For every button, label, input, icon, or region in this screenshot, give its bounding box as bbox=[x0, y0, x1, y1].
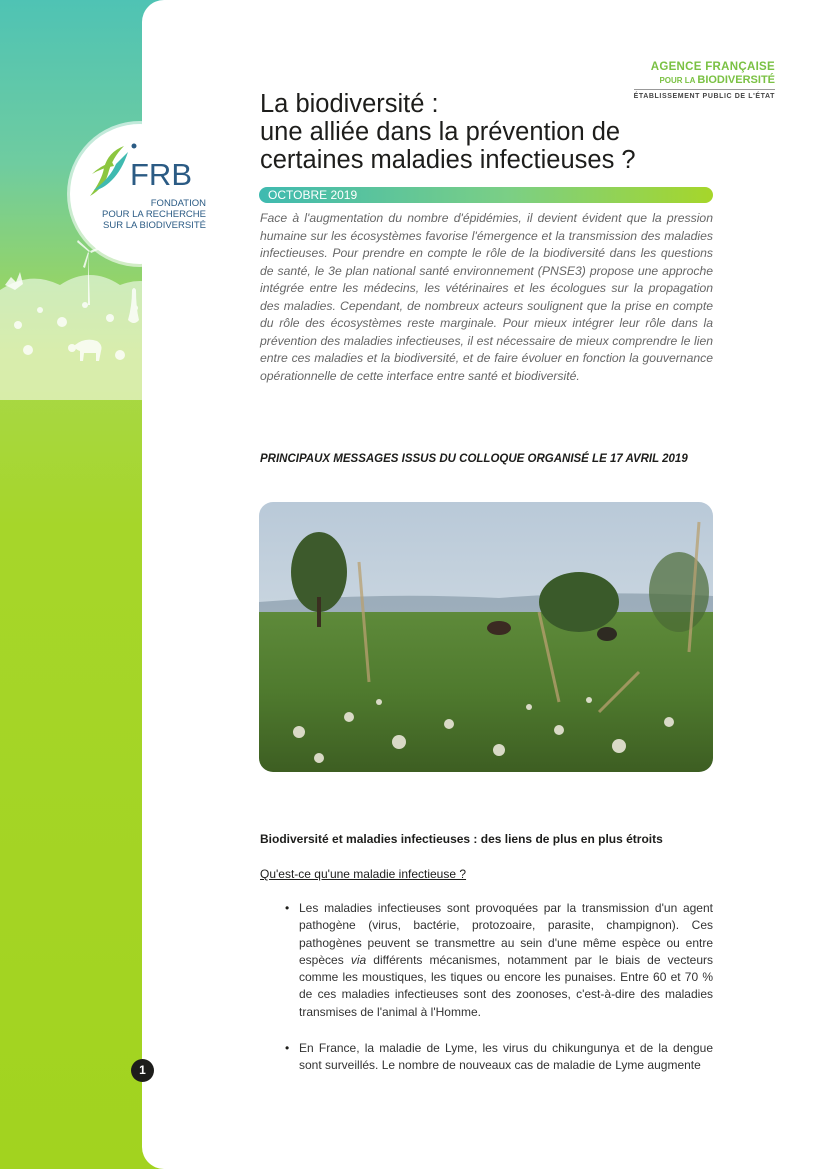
title-line: une alliée dans la prévention de bbox=[260, 118, 621, 146]
bullet-text: Les maladies infectieuses sont provoquées par la transmission d'un agent pathogène (virus, bactérie, protozoaire, parasite, champignon). Ces pathogènes peuvent se transmettre au sein d'une même espèce ou entre espèces bbox=[299, 901, 713, 967]
frb-subtitle-line: SUR LA BIODIVERSITÉ bbox=[103, 220, 206, 231]
list-item: • En France, la maladie de Lyme, les virus du chikungunya et de la dengue sont surveillés. Le nombre de nouveaux cas de maladie de Lyme augmente bbox=[282, 1040, 713, 1075]
section-title: Biodiversité et maladies infectieuses : des liens de plus en plus étroits bbox=[260, 832, 663, 846]
title-line: certaines maladies infectieuses ? bbox=[260, 146, 636, 174]
subsection-title: Qu'est-ce qu'une maladie infectieuse ? bbox=[260, 867, 467, 881]
intro-paragraph: Face à l'augmentation du nombre d'épidémies, il devient évident que la pression humaine sur les écosystèmes favorise l'émergence et la transmission des maladies infectieuses. Pour prendre en compte le rôle de la biodiversité dans les questions de santé, le 3e plan national santé environnement (PNSE3) propose une approche intégrée entre les médecins, les vétérinaires et les écologues sur la propagation des maladies. Cependant, de nombreux acteurs soulignent que la prise en compte du rôle des écosystèmes reste marginale. Pour mieux intégrer leur rôle dans la prévention des maladies infectieuses, il est nécessaire de mieux comprendre le lien entre ces maladies et la biodiversité, et de faire évoluer en fonction la gouvernance opérationnelle de cette interface entre santé et biodiversité. bbox=[260, 211, 713, 383]
bullet-text: différents mécanismes, notamment par le biais de vecteurs comme les moustiques, les tiques ou encore les punaises. Entre 60 et 70 % de ces maladies infectieuses sont des zoonoses, c'est-à-dire des maladies transmises de l'animal à l'Homme. bbox=[299, 952, 713, 1019]
publication-date: OCTOBRE 2019 bbox=[268, 188, 358, 202]
list-item bbox=[282, 900, 713, 1021]
frb-logo-name: FRB bbox=[130, 157, 192, 192]
date-banner bbox=[259, 187, 713, 203]
page-title bbox=[260, 90, 636, 174]
frb-logo-subtitle bbox=[86, 198, 206, 231]
afb-logo-line3: ÉTABLISSEMENT PUBLIC DE L'ÉTAT bbox=[633, 93, 775, 100]
bullet-italic-text: via bbox=[350, 952, 367, 967]
bullet-list bbox=[282, 900, 713, 1094]
afb-logo-prefix: POUR LA bbox=[659, 76, 698, 85]
messages-heading: PRINCIPAUX MESSAGES ISSUS DU COLLOQUE ORGANISÉ LE 17 AVRIL 2019 bbox=[260, 453, 688, 465]
frb-subtitle-line: POUR LA RECHERCHE bbox=[102, 209, 206, 220]
afb-logo-line1: AGENCE FRANÇAISE bbox=[650, 61, 775, 73]
page-number: 1 bbox=[131, 1059, 154, 1082]
meadow-photo bbox=[259, 502, 713, 772]
afb-logo-main: BIODIVERSITÉ bbox=[697, 74, 775, 86]
afb-logo-divider bbox=[634, 89, 775, 90]
frb-subtitle-line: FONDATION bbox=[150, 198, 206, 209]
afb-logo-line2 bbox=[634, 74, 775, 86]
title-line: La biodiversité : bbox=[260, 90, 439, 118]
afb-logo bbox=[634, 61, 775, 100]
